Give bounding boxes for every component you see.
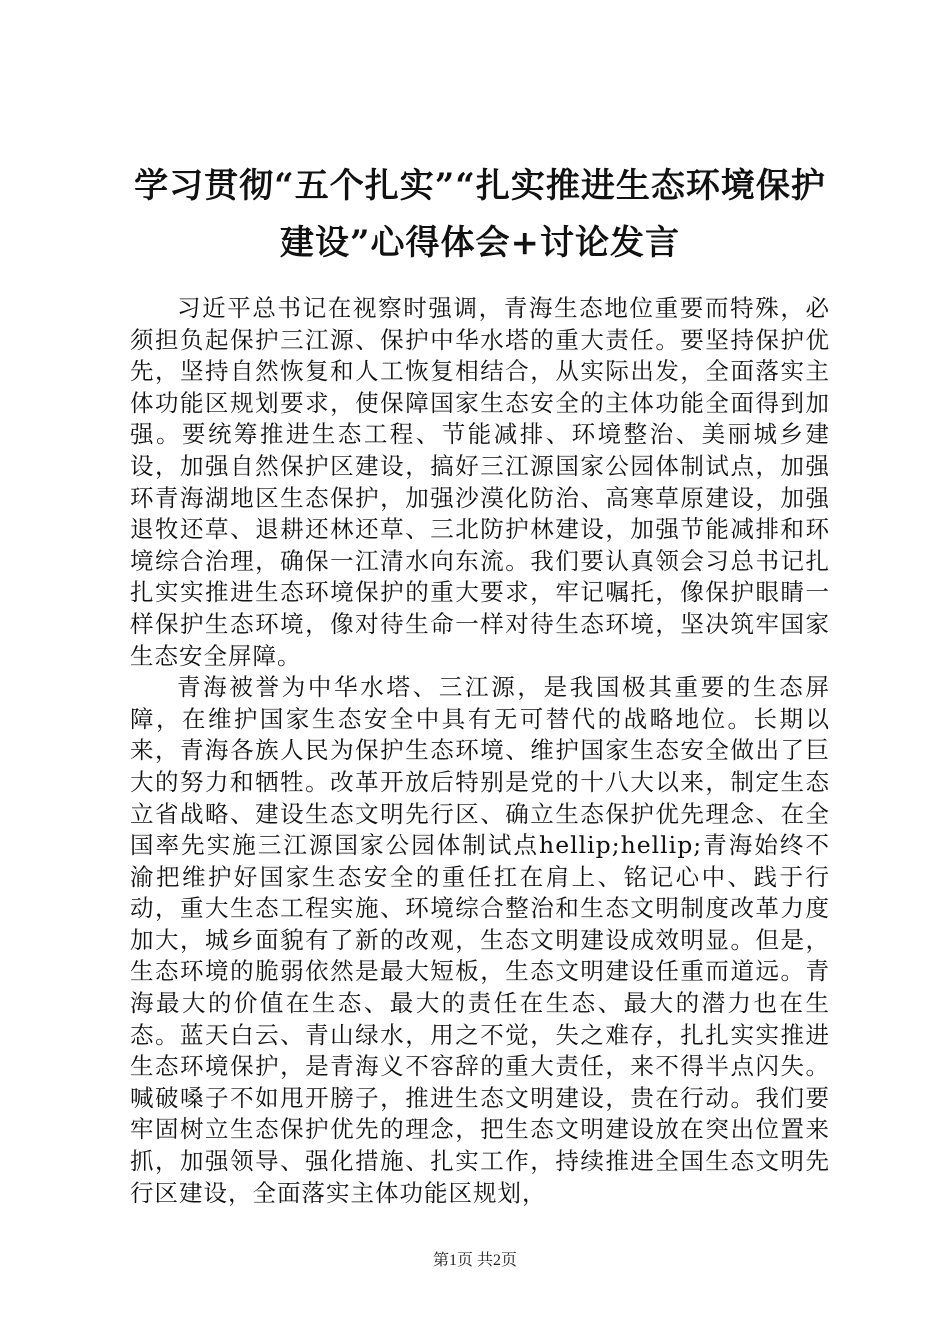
paragraph-2: 青海被誉为中华水塔、三江源，是我国极其重要的生态屏障，在维护国家生态安全中具有无可替代的战略地位。长期以来，青海各族人民为保护生态环境、维护国家生态安全做出了巨大的努力和牺牲。改革开放后特别是党的十八大以来，制定生态立省战略、建设生态文明先行区、确立生态保护优先理念、在全国率先实施三江源国家公园体制试点hellip;hellip;青海始终不渝把维护好国家生态安全的重任扛在肩上、铭记心中、践于行动，重大生态工程实施、环境综合整治和生态文明制度改革力度加大，城乡面貌有了新的改观，生态文明建设成效明显。但是，生态环境的脆弱依然是最大短板，生态文明建设任重而道远。青海最大的价值在生态、最大的责任在生态、最大的潜力也在生态。蓝天白云、青山绿水，用之不觉，失之难存，扎扎实实推进生态环境保护，是青海义不容辞的重大责任，来不得半点闪失。喊破嗓子不如甩开膀子，推进生态文明建设，贵在行动。我们要牢固树立生态保护优先的理念，把生态文明建设放在突出位置来抓，加强领导、强化措施、扎实工作，持续推进全国生态文明先行区建设，全面落实主体功能区规划， — [130, 673, 830, 1207]
paragraph-1: 习近平总书记在视察时强调，青海生态地位重要而特殊，必须担负起保护三江源、保护中华水塔的重大责任。要坚持保护优先，坚持自然恢复和人工恢复相结合，从实际出发，全面落实主体功能区规划要求，使保障国家生态安全的主体功能全面得到加强。要统筹推进生态工程、节能减排、环境整治、美丽城乡建设，加强自然保护区建设，搞好三江源国家公园体制试点，加强环青海湖地区生态保护，加强沙漠化防治、高寒草原建设，加强退牧还草、退耕还林还草、三北防护林建设，加强节能减排和环境综合治理，确保一江清水向东流。我们要认真领会习总书记扎扎实实推进生态环境保护的重大要求，牢记嘱托，像保护眼睛一样保护生态环境，像对待生命一样对待生态环境，坚决筑牢国家生态安全屏障。 — [130, 294, 830, 670]
document-body — [130, 293, 830, 1209]
page-number: 第1页 共2页 — [432, 1252, 517, 1269]
document-title: 学习贯彻“五个扎实”“扎实推进生态环境保护建设”心得体会+讨论发言 — [134, 166, 826, 263]
